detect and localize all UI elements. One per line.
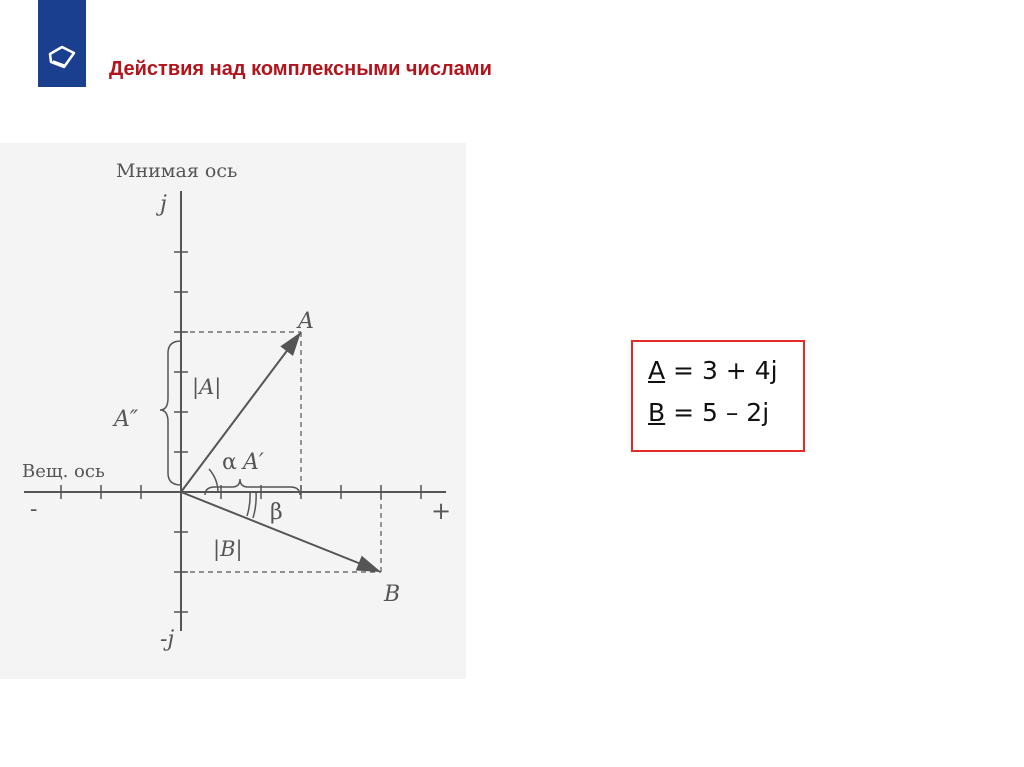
formula-a — [648, 356, 778, 385]
abs-a-label: |A| — [192, 375, 222, 399]
slide-title: Действия над комплексными числами — [109, 58, 492, 80]
vectors — [181, 334, 379, 572]
angle-alpha-arc — [209, 469, 218, 492]
beta-label: β — [270, 500, 283, 525]
formula-a-rest: = 3 + 4j — [665, 356, 778, 385]
formula-b — [648, 398, 769, 427]
imag-axis-label: Мнимая ось — [116, 160, 238, 182]
formula-b-rest: = 5 – 2j — [665, 398, 770, 427]
complex-plane-diagram — [0, 143, 466, 679]
formula-a-var: A — [648, 356, 666, 385]
a-double-prime-label: A″ — [114, 407, 139, 432]
book-icon — [48, 44, 76, 70]
abs-b-label: |B| — [213, 537, 243, 561]
neg-j-label: -j — [160, 627, 175, 652]
vector-a-arrow — [181, 334, 300, 492]
alpha-label: α — [222, 450, 237, 475]
formula-b-var: B — [648, 398, 666, 427]
vector-a-label: A — [298, 309, 314, 334]
formula-box — [631, 340, 805, 452]
real-axis-label: Вещ. ось — [22, 461, 105, 482]
minus-sign: - — [30, 497, 38, 522]
axes — [24, 191, 446, 631]
j-label: j — [160, 192, 167, 217]
vector-b-label: B — [384, 582, 401, 607]
a-prime-label: A′ — [243, 450, 264, 475]
angle-beta-arc-1 — [247, 492, 250, 516]
plus-sign: + — [431, 497, 452, 525]
brace-a-imag — [160, 341, 181, 485]
angle-beta-arc-2 — [253, 492, 256, 518]
header-accent-tab — [38, 0, 86, 87]
